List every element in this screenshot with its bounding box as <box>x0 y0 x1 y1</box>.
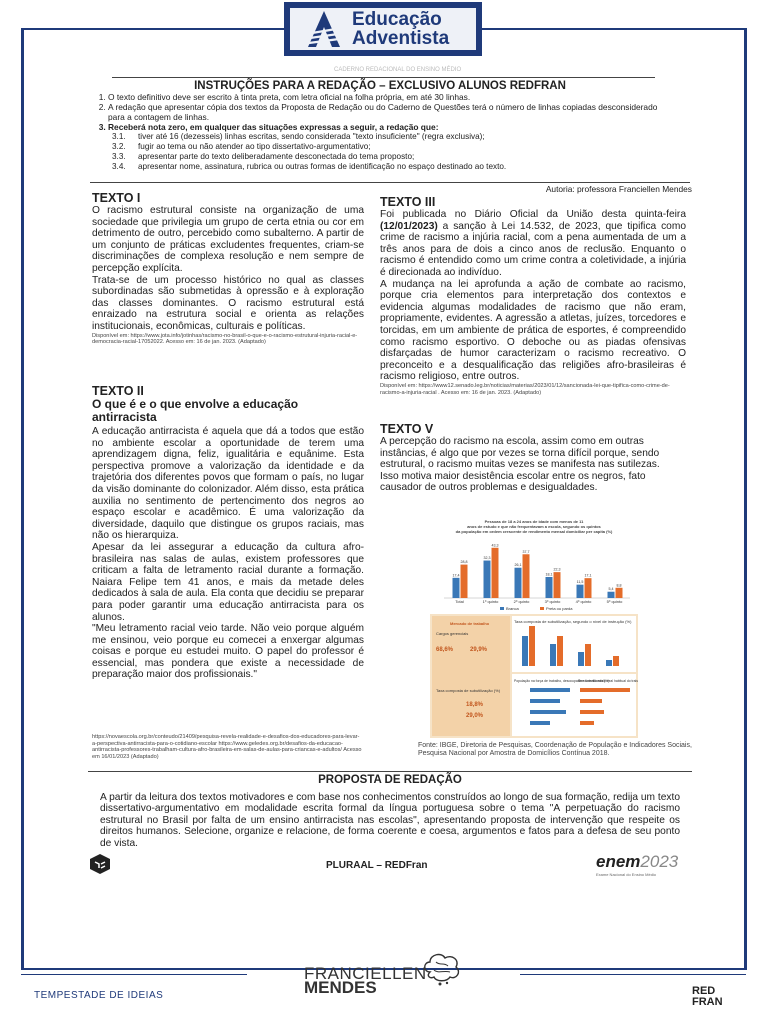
instructions-sublist <box>90 132 670 172</box>
texto-2-heading: TEXTO II <box>92 384 144 398</box>
texto-2-paragraph-2: Apesar da lei assegurar a educação da cultura afro-brasileira nas salas de aulas, existem professores que criticam a falta de letramento racial durante a formação. Naiara Felipe tem 41 anos, e mais da metade deles dedicados à sala de aula. Ela conta que decidiu se preparar para poder garantir uma educação antirracista para os alunos. <box>92 541 364 623</box>
texto-2-paragraph-1: A educação antirracista é aquela que dá a todos que estão no ambiente escolar a oportunidade de terem uma aprendizagem digna, feliz, igualitária e equânime. Esta perspectiva promove a valorização da identidade e da trajetória dos diferentes povos que formam o país, no lugar da visão dominante do colonizador. Além disso, esta prática auxilia no sentimento de pertencimento dos negros ao espaço escolar e acadêmico. É uma valorização da diversidade, daquilo que distingue os grupos raciais, mas não os hierarquiza. <box>92 426 364 542</box>
chart-title: Pessoas de 18 a 24 anos de idade com menos de 11 anos de estudo e que não frequentavam a escola, segundo os quintos da população em ordem crescente de rendimento mensal domiciliar per capita (%) <box>455 519 613 534</box>
texto-1-paragraph-2: Trata-se de um processo histórico no qual as classes subordinadas são submetidas à opressão e à exploração das classes dominantes. O racismo estrutural está enraizado na estrutura social e orienta as relações institucionais, econômicas, culturais e políticas. <box>92 274 364 332</box>
subutil-value-2: 29,0% <box>466 713 484 719</box>
bar-branca-5 <box>608 592 615 598</box>
brand-name-line1: FRANCIELLEN <box>304 964 427 983</box>
bar-preta-parda-1 <box>492 548 499 598</box>
bar-preta-parda-4 <box>585 578 592 598</box>
bar-preta-parda-2 <box>523 554 530 598</box>
income-bar <box>580 721 594 725</box>
subutil-value-1: 18,8% <box>466 702 484 708</box>
labor-value-1: 68,6% <box>436 647 454 653</box>
bar-branca-0 <box>453 578 460 598</box>
x-tick-label: 2º quinto <box>513 599 530 604</box>
faded-header-text: CADERNO REDACIONAL DO ENSINO MÉDIO <box>334 67 462 73</box>
bar-value-label: 37,7 <box>522 549 530 554</box>
labor-panel-sub: Cargos gerenciais <box>436 631 469 636</box>
footer-tagline: TEMPESTADE DE IDEIAS <box>34 990 164 1001</box>
instructions-top-rule <box>112 77 655 78</box>
subutil-panel-title: Taxa composta de subutilização (%) <box>436 688 501 693</box>
income-bar <box>530 699 560 703</box>
bottom-accent-right <box>520 974 746 975</box>
mini-bar <box>606 660 612 666</box>
instructions-list <box>90 92 670 132</box>
bottom-accent-left <box>21 974 247 975</box>
right-border <box>744 28 747 968</box>
income-bar <box>530 688 570 692</box>
bar-branca-2 <box>515 568 522 598</box>
proposta-text: A partir da leitura dos textos motivadores e com base nos conhecimentos construídos ao longo de sua formação, redija um texto dissertativo-argumentativo em modalidade escrita formal da língua portuguesa sobre o tema "A perpetuação do racismo estrutural no Brasil por falta de um ensino antirracista nas escolas", apresentando proposta de intervenção que respeite os direitos humanos. Selecione, organize e relacione, de forma coerente e coesa, argumentos e fatos para a defesa de seu ponto de vista. <box>100 792 680 849</box>
bar-value-label: 43,3 <box>491 543 499 548</box>
instruction-item-2: 2. A redação que apresentar cópia dos textos da Proposta de Redação ou do Caderno de Questões terá o número de linhas copiadas desconsiderado para a contagem de linhas. <box>108 102 670 122</box>
legend-swatch <box>500 607 504 610</box>
bar-value-label: 11,5 <box>576 580 584 585</box>
texto-2-subtitle: O que é e o que envolve a educação antirracista <box>92 397 299 424</box>
bar-value-label: 32,3 <box>483 556 491 561</box>
workforce-panel-title: População na força de trabalho, desocupada e subutilizada (%) <box>514 679 610 683</box>
bar-value-label: 28,8 <box>460 560 468 565</box>
bar-value-label: 17,4 <box>452 573 460 578</box>
author-credit: Autoria: professora Franciellen Mendes <box>545 184 692 194</box>
bar-preta-parda-0 <box>461 565 468 598</box>
income-bar <box>580 710 604 714</box>
brand-name-line2: MENDES <box>304 978 377 997</box>
x-tick-label: 1º quinto <box>482 599 499 604</box>
proposta-block <box>92 774 688 849</box>
bar-preta-parda-5 <box>616 588 623 598</box>
instruction-item-3: 3. Receberá nota zero, em qualquer das situações expressas a seguir, a redação que: <box>108 122 670 132</box>
enem-logo: enem2023 Exame Nacional do Ensino Médio <box>596 852 679 877</box>
texto-3-heading: TEXTO III <box>380 195 436 209</box>
sub-item-3-1: 3.1. tiver até 16 (dezesseis) linhas escritas, sendo considerada "texto insuficiente" (regra exclusiva); <box>112 132 485 141</box>
legend-label: Branca <box>506 606 519 611</box>
texto-2-source: https://novaescola.org.br/conteudo/21409/pesquisa-revela-realidade-e-desafios-dos-educadores-para-levar-a-perspectiva-antirracista-para-o-cotidiano-escolar https://www.geledes.org.br/desafios-da-educacao-antirracista-professores-trabalham-cultura-afro-brasileira-em-salas-de-aulas-para-criancas-e-adultos/ Acesso em 16/01/2023 (Adaptado) <box>92 734 362 760</box>
bar-preta-parda-3 <box>554 572 561 598</box>
income-bar <box>530 721 550 725</box>
texto-5 <box>380 422 686 494</box>
top-border-right <box>482 28 747 30</box>
income-bar <box>580 688 630 692</box>
educacao-adventista-logo <box>284 2 482 56</box>
brain-icon <box>420 950 464 986</box>
texto-2 <box>92 384 364 681</box>
x-tick-label: 5º quinto <box>606 599 623 604</box>
texto-5-paragraph-2: Isso motiva maior desistência escolar entre os negros, fato causador de outros problemas e desigualdades. <box>380 470 646 494</box>
bar-branca-1 <box>484 561 491 598</box>
texto-1-heading: TEXTO I <box>92 191 141 205</box>
cube-icon <box>88 852 112 876</box>
mini-bar <box>550 644 556 666</box>
bar-branca-4 <box>577 585 584 598</box>
labor-value-2: 29,9% <box>470 647 488 653</box>
ibge-infographic <box>430 516 638 738</box>
bar-value-label: 18,1 <box>545 572 553 577</box>
proposta-top-rule <box>88 771 692 772</box>
texto-3 <box>380 195 686 396</box>
top-border-left <box>21 28 284 30</box>
mini-bar <box>557 636 563 666</box>
sub-item-3-2: 3.2. fugir ao tema ou não atender ao tipo dissertativo-argumentativo; <box>112 142 371 151</box>
logo-line2: Adventista <box>352 28 450 49</box>
texto-3-source: Disponível em: https://www12.senado.leg.br/noticias/materias/2023/01/12/sancionada-lei-que-tipifica-como-crime-de-racismo-a-injuria-racial . Acesso em: 16 de jan. 2023. (Adaptado) <box>380 382 670 396</box>
texto-3-paragraph-2: A mudança na lei aprofunda a ação de combate ao racismo, porque cria elementos para interpretação dos contextos e evidencia algumas modalidades de racismo que não eram, propriamente, evidentes. A agressão a atletas, juízes, torcedores e torcidas, em um ambiente de prática de esportes, é compreendido como racismo esportivo. O deboche ou as piadas ofensivas disfarçadas de humor caracterizam o racismo recreativo. O preconceito e a desqualificação das religiões afro-brasileiras é racismo religioso, entre outros. <box>380 278 686 383</box>
instruction-level-title: Taxa composta de subutilização, segundo o nível de instrução (%) <box>514 619 632 624</box>
texto-3-paragraph-1: Foi publicada no Diário Oficial da União desta quinta-feira (12/01/2023) a sanção à Lei 14.532, de 2023, que tipifica como crime de racismo a injúria racial, com a pena aumentada de um a três anos para de dois a cinco anos de reclusão. Enquanto o racismo é entendido como um crime contra a coletividade, a injúria é direcionada ao indivíduo. <box>380 209 686 278</box>
income-bar <box>530 710 566 714</box>
instructions-title: INSTRUÇÕES PARA A REDAÇÃO – EXCLUSIVO ALUNOS REDFRAN <box>194 80 566 92</box>
labor-panel-title: Mercado de trabalho <box>450 621 490 626</box>
income-panel <box>512 674 636 736</box>
bar-branca-3 <box>546 577 553 598</box>
mini-bar <box>529 626 535 666</box>
income-panel-title: Rendimento médio real habitual do trab <box>578 679 638 683</box>
legend-label: Preta ou parda <box>546 606 573 611</box>
bar-value-label: 5,4 <box>608 587 614 592</box>
x-tick-label: Total <box>455 599 464 604</box>
mini-bar <box>613 656 619 666</box>
texto-5-heading: TEXTO V <box>380 422 434 436</box>
x-tick-label: 4º quinto <box>575 599 592 604</box>
mini-bar <box>522 636 528 666</box>
adventist-mark-icon <box>304 9 344 49</box>
sub-item-3-3: 3.3. apresentar parte do texto deliberadamente desconectada do tema proposto; <box>112 152 415 161</box>
instructions-block <box>90 80 670 172</box>
sub-item-3-4: 3.4. apresentar nome, assinatura, rubrica ou outras formas de identificação no espaço destinado ao texto. <box>112 162 507 171</box>
texto-5-paragraph-1: A percepção do racismo na escola, assim como em outras instâncias, é algo que por vezes se torna difícil porque, sendo estrutural, o racismo muitas vezes se manifesta nas sutilezas. <box>380 436 660 471</box>
proposta-heading: PROPOSTA DE REDAÇÃO <box>318 774 462 786</box>
footer-redfran-logo: RED FRAN <box>692 985 723 1008</box>
texto-1-source: Disponível em: https://www.jota.info/jotinhas/racismo-no-brasil-o-que-e-o-racismo-estrutural-injuria-racial-e-democracia-racial-17052022. Acesso em: 16 de jan. 2023. (Adaptado) <box>92 332 358 346</box>
texto-1 <box>92 191 364 346</box>
mini-bar <box>578 652 584 666</box>
bar-value-label: 17,1 <box>584 573 592 578</box>
instruction-item-1: 1. O texto definitivo deve ser escrito à tinta preta, com letra oficial na folha própria, em até 30 linhas. <box>108 92 670 102</box>
x-tick-label: 3º quinto <box>544 599 561 604</box>
income-bar <box>580 699 602 703</box>
doc-footer-center: PLURAAL – REDFran <box>326 860 428 871</box>
bar-value-label: 26,1 <box>514 563 522 568</box>
logo-line1: Educação <box>352 9 442 30</box>
bar-value-label: 22,3 <box>553 567 561 572</box>
bar-value-label: 8,8 <box>616 583 622 588</box>
texto-2-paragraph-3: "Meu letramento racial veio tarde. Não veio porque alguém me ensinou, veio porque eu comecei a enxergar algumas coisas e porque eu estudei muito. O papel do professor é essencial, mas pondera que existe a necessidade de preparação maior dos profissionais." <box>92 623 364 681</box>
texto-5-source: Fonte: IBGE, Diretoria de Pesquisas, Coordenação de População e Indicadores Sociais, Pesquisa Nacional por Amostra de Domicílios Contínua 2018. <box>418 742 692 757</box>
left-border <box>21 28 24 968</box>
texto-1-paragraph-1: O racismo estrutural consiste na organização de uma sociedade que privilegia um grupo de certa etnia ou cor em detrimento de outro, percebido como subalterno. A partir de um conjunto de práticas excludentes frequentes, criam-se discriminações de complexa resolução e nem sempre de percepção explícita. <box>92 205 364 274</box>
legend-swatch <box>540 607 544 610</box>
infographic-svg <box>430 516 638 738</box>
instructions-bottom-rule <box>90 182 690 183</box>
mini-bar <box>585 644 591 666</box>
